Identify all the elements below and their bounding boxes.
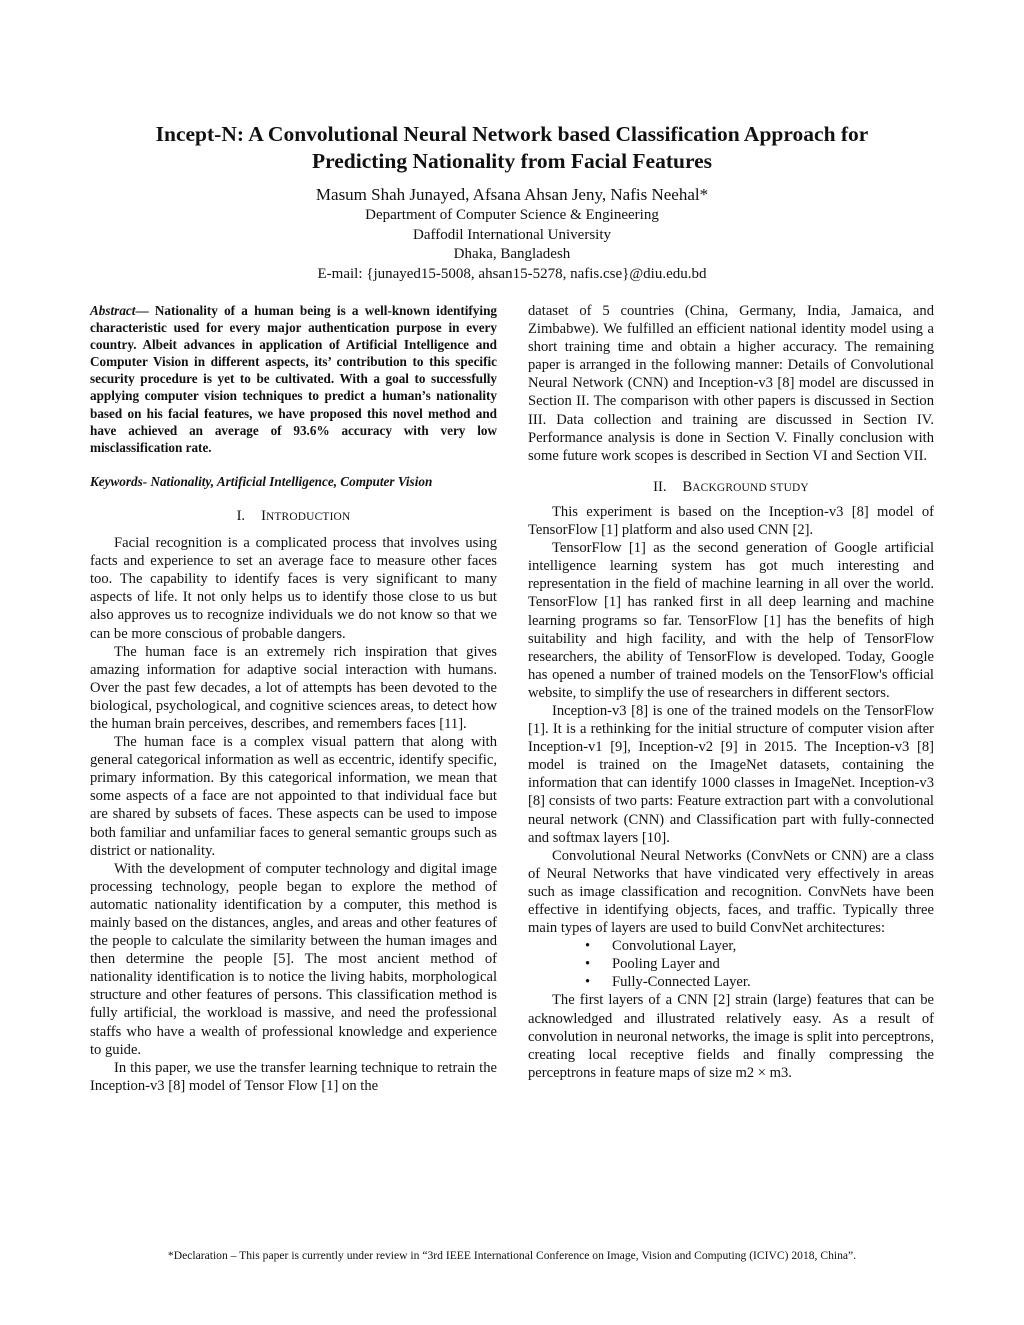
email: E-mail: {junayed15-5008, ahsan15-5278, nafis.cse}@diu.edu.bd bbox=[317, 265, 707, 282]
paragraph: This experiment is based on the Inception-v3 [8] model of TensorFlow [1] platform and also used CNN [2]. bbox=[528, 503, 934, 539]
section-title-cap: I bbox=[261, 507, 266, 524]
bullet-icon: • bbox=[585, 974, 591, 991]
paragraph: The first layers of a CNN [2] strain (large) features that can be acknowledged and illustrated relatively easy. As a result of convolution in neuronal networks, the image is split into perceptrons, creating local receptive fields and finally compressing the perceptrons in feature maps of size m2 × m3. bbox=[528, 992, 934, 1081]
paragraph: In this paper, we use the transfer learning technique to retrain the Inception-v3 [8] model of Tensor Flow [1] on the bbox=[90, 1059, 497, 1094]
paragraph: Facial recognition is a complicated process that involves using facts and experience to set an average face to measure other faces too. The capability to identify faces is very significant to many aspects of life. It not only helps us to identify those close to us but also approves us to recognize individuals we do not know so that we can be more conscious of probable dangers. bbox=[90, 535, 497, 642]
abstract-label: Abstract bbox=[90, 303, 136, 318]
list-item-text: Pooling Layer and bbox=[612, 956, 720, 973]
section-title-rest: ACKGROUND STUDY bbox=[692, 481, 809, 494]
section-heading-introduction bbox=[90, 507, 497, 526]
paper-title bbox=[60, 121, 964, 175]
section-number: I. bbox=[236, 507, 246, 524]
section-title-rest: NTRODUCTION bbox=[265, 510, 351, 523]
university: Daffodil International University bbox=[412, 226, 611, 243]
layer-list bbox=[528, 937, 934, 991]
footnote-declaration: *Declaration – This paper is currently under review in “3rd IEEE International Conference on Image, Vision and Computing (ICIVC) 2018, China”. bbox=[167, 1249, 857, 1262]
paragraph: The human face is a complex visual pattern that along with general categorical information as well as eccentric, identify specific, primary information. By this categorical information, we mean that some aspects of a face are not appointed to that individual face but are shared by subsets of faces. These aspects can be used to impose both familiar and unfamiliar faces to general semantic groups such as district or nationality. bbox=[90, 734, 497, 859]
section-number: II. bbox=[653, 478, 667, 495]
section-title-cap: B bbox=[682, 478, 693, 495]
paragraph: The human face is an extremely rich inspiration that gives amazing information for adaptive social interaction with humans. Over the past few decades, a lot of attempts has been devoted to the biological, psychological, and cognitive sciences areas, to detect how the human brain perceives, describes, and remembers faces [11]. bbox=[90, 643, 497, 732]
list-item-text: Convolutional Layer, bbox=[612, 938, 737, 955]
keywords: Keywords- Nationality, Artificial Intelligence, Computer Vision bbox=[90, 473, 433, 489]
list-item bbox=[528, 955, 934, 973]
list-item bbox=[528, 973, 934, 991]
bullet-icon: • bbox=[585, 956, 591, 973]
abstract-dash: — bbox=[135, 303, 149, 318]
paragraph: TensorFlow [1] as the second generation of Google artificial intelligence learning system has got much interesting and representation in the field of machine learning in all over the world. TensorFlow [1] has ranked first in all deep learning and machine learning programs so far. TensorFlow [1] has the benefits of high suitability and high facility, and with the help of TensorFlow researchers, the ability of TensorFlow is developed. Today, Google has opened a number of trained models on the TensorFlow's official website, to simplify the use of researchers in different sectors. bbox=[528, 540, 934, 701]
paragraph: Convolutional Neural Networks (ConvNets or CNN) are a class of Neural Networks that have vindicated very effectively in areas such as image classification and recognition. ConvNets have been effective in identifying objects, faces, and traffic. Typically three main types of layers are used to build ConvNet architectures: bbox=[528, 847, 934, 937]
section-heading-background bbox=[528, 478, 934, 497]
paragraph-continuation: dataset of 5 countries (China, Germany, India, Jamaica, and Zimbabwe). We fulfilled an efficient national identity model using a short training time and obtain a higher accuracy. The remaining paper is arranged in the following manner: Details of Convolutional Neural Network (CNN) and Inception-v3 [8] model are discussed in Section II. The comparison with other papers is discussed in Section III. Data collection and training are discussed in Section IV. Performance analysis is done in Section V. Finally conclusion with some future work scopes is described in Section VI and Section VII. bbox=[528, 303, 934, 464]
department: Department of Computer Science & Engineering bbox=[365, 207, 659, 223]
right-column bbox=[528, 302, 934, 1082]
bullet-icon: • bbox=[585, 938, 591, 955]
paragraph: With the development of computer technology and digital image processing technology, people began to explore the method of automatic nationality identification by a computer, this method is mainly based on the distances, angles, and areas and other features of the people to calculate the similarity between the human images and then determine the people [5]. The most ancient method of nationality identification is to notice the living habits, morphological structure and other features of persons. This classification method is fully artificial, the workload is massive, and need the professional staffs who have a wealth of professional knowledge and experience to guide. bbox=[90, 860, 497, 1058]
title-line-2: Predicting Nationality from Facial Features bbox=[311, 149, 713, 173]
paragraph: Inception-v3 [8] is one of the trained models on the TensorFlow [1]. It is a rethinking for the initial structure of computer vision after Inception-v1 [9], Inception-v2 [9] in 2015. The Inception-v3 [8] model is trained on the ImageNet datasets, containing the information that can identify 1000 classes in ImageNet. Inception-v3 [8] consists of two parts: Feature extraction part with a convolutional neural network (CNN) and Classification part with fully-connected and softmax layers [10]. bbox=[528, 702, 934, 846]
list-item bbox=[528, 937, 934, 955]
affiliation-block bbox=[60, 206, 964, 284]
left-column bbox=[90, 302, 497, 1095]
abstract-text: Nationality of a human being is a well-known identifying characteristic used for every major authentication purpose in every country. Albeit advances in application of Artificial Intelligence and Computer Vision in different aspects, its’ contribution to this specific security procedure is yet to be cultivated. With a goal to successfully applying computer vision techniques to predict a human’s nationality based on his facial features, we have proposed this novel method and have achieved an average of 93.6% accuracy with very low misclassification rate. bbox=[90, 303, 497, 455]
author-list: Masum Shah Junayed, Afsana Ahsan Jeny, Nafis Neehal* bbox=[315, 185, 709, 204]
title-line-1: Incept-N: A Convolutional Neural Network based Classification Approach for bbox=[155, 122, 869, 146]
list-item-text: Fully-Connected Layer. bbox=[612, 974, 751, 991]
abstract bbox=[90, 302, 497, 456]
location: Dhaka, Bangladesh bbox=[453, 246, 571, 263]
